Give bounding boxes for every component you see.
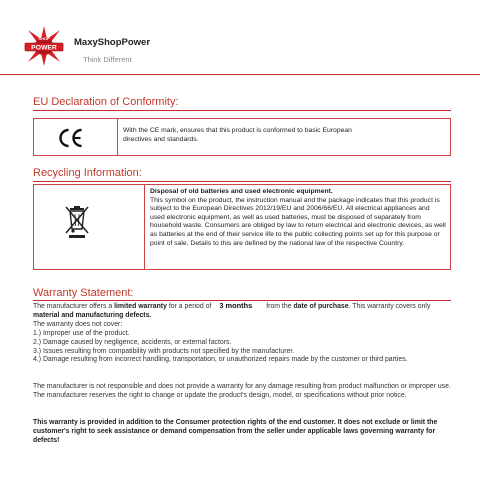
limited-warranty-label: limited warranty: [114, 303, 167, 310]
svg-text:SHOP: SHOP: [38, 36, 50, 41]
recycling-title-divider: [33, 181, 451, 182]
recycling-box-divider: [144, 185, 145, 269]
warranty-intro: [33, 302, 453, 321]
eu-box-divider: [117, 119, 118, 155]
warranty-exclusion-item: 1.) Improper use of the product.: [33, 329, 130, 337]
eu-declaration-title: EU Declaration of Conformity:: [33, 96, 179, 108]
shop-power-logo: [24, 26, 64, 66]
recycling-content: [150, 188, 446, 248]
warranty-exclusion-item: 3.) Issues resulting from compatibility with products not specified by the manufacturer.: [33, 347, 295, 355]
recycling-title: Recycling Information:: [33, 167, 142, 179]
eu-declaration-box: [33, 118, 451, 156]
warranty-exclusion-item: 4.) Damage resulting from incorrect handling, transportation, or unauthorized repairs made by the customer or third parties.: [33, 356, 408, 364]
page-header: [0, 0, 480, 76]
warranty-intro-text: . This warranty covers only: [348, 303, 431, 310]
warranty-not-cover: The warranty does not cover:: [33, 320, 123, 328]
warranty-intro-text: from the: [266, 303, 294, 310]
eu-title-divider: [33, 110, 451, 111]
recycling-heading: Disposal of old batteries and used electronic equipment.: [150, 188, 333, 195]
brand-tagline: Think Different: [83, 55, 132, 64]
warranty-period: 3 months: [219, 301, 253, 310]
warranty-exclusion-item: 2.) Damage caused by negligence, accidents, or external factors.: [33, 338, 232, 346]
warranty-intro-text: The manufacturer offers a: [33, 303, 115, 310]
warranty-responsibility: The manufacturer is not responsible and does not provide a warranty for any damage resulting from product malfunction or improper use. The manufacturer reserves the right to change or update the product's design, model, or specifications without prior notice.: [33, 383, 451, 400]
eu-declaration-text: With the CE mark, ensures that this product is conformed to basic European directives and standards.: [123, 127, 352, 143]
ce-mark-icon: [57, 127, 85, 149]
header-divider: [0, 74, 480, 75]
brand-name: MaxyShopPower: [74, 37, 151, 48]
defects-label: material and manufacturing defects.: [33, 311, 152, 319]
date-of-purchase-label: date of purchase: [293, 303, 349, 310]
recycling-text: This symbol on the product, the instruction manual and the package indicates that this product is subject to the European Directives 2012/19/EU and 2006/66/EU. All electrical appliances and used electronic equipment, as well as used batteries, must be disposed of separately from household waste. Consumers are obliged by law to return electrical and electronic devices, as well as batteries at the end of their service life to the public collecting points set up for this purpose or point of sale. Details to this are defined by the national law of the respective Country.: [150, 196, 446, 247]
recycling-box: [33, 184, 451, 270]
warranty-title: Warranty Statement:: [33, 287, 134, 299]
warranty-intro-text: for a period of: [166, 303, 212, 310]
warranty-closing: This warranty is provided in addition to the Consumer protection rights of the end customer. It does not exclude or limit the customer's right to seek assistance or demand compensation from the seller under applicable laws governing warranty for defects!: [33, 419, 438, 444]
svg-text:POWER: POWER: [31, 44, 57, 52]
warranty-body: [33, 302, 453, 446]
crossed-out-wheelie-bin-icon: [64, 205, 90, 239]
